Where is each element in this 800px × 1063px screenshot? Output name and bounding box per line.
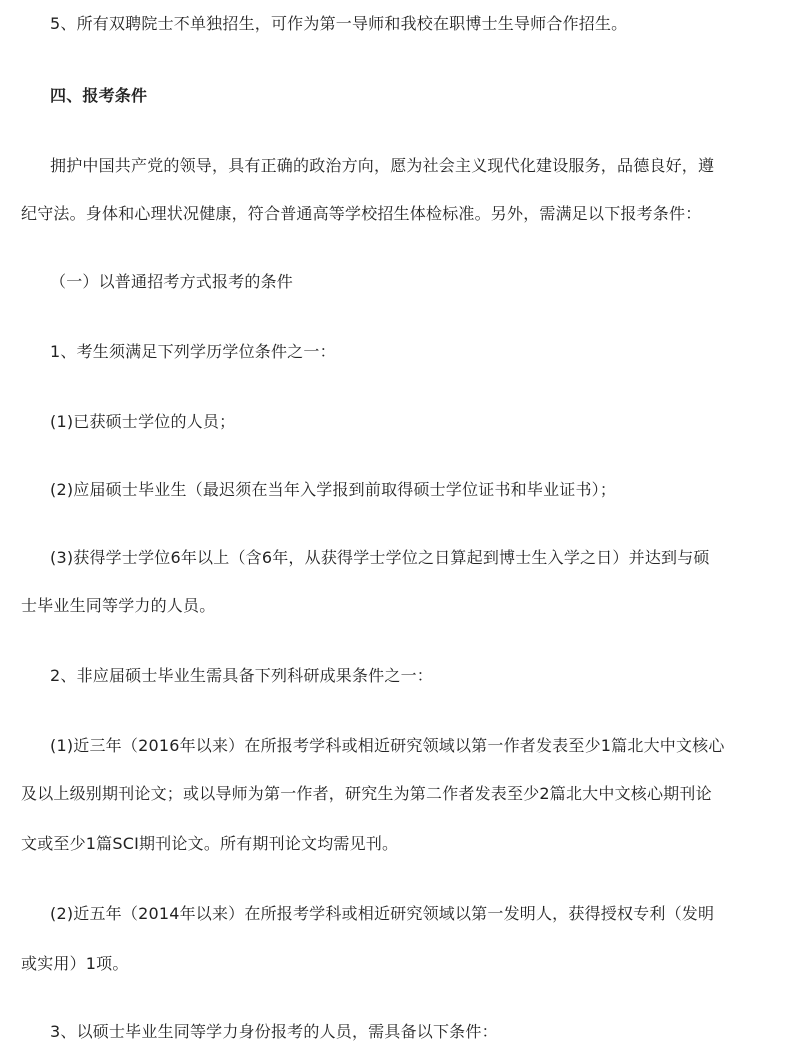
list-item-patent-line-2: 或实用）1项。: [21, 954, 129, 973]
paragraph-general-requirements-line-2: 纪守法。身体和心理状况健康，符合普通高等学校招生体检标准。另外，需满足以下报考条件：: [21, 204, 702, 223]
list-item-bachelor-equivalent-line-2: 士毕业生同等学力的人员。: [21, 596, 216, 615]
paragraph-degree-conditions: 1、考生须满足下列学历学位条件之一：: [50, 342, 336, 361]
list-item-masters-degree: (1)已获硕士学位的人员；: [50, 412, 236, 431]
paragraph-doctoral-academician: 5、所有双聘院士不单独招生，可作为第一导师和我校在职博士生导师合作招生。: [50, 14, 628, 33]
paragraph-research-conditions: 2、非应届硕士毕业生需具备下列科研成果条件之一：: [50, 666, 433, 685]
list-item-journal-papers-line-2: 及以上级别期刊论文；或以导师为第一作者，研究生为第二作者发表至少2篇北大中文核心期刊论: [21, 784, 712, 803]
list-item-fresh-masters-graduate: (2)应届硕士毕业生（最迟须在当年入学报到前取得硕士学位证书和毕业证书）；: [50, 480, 617, 499]
paragraph-general-requirements-line-1: 拥护中国共产党的领导，具有正确的政治方向，愿为社会主义现代化建设服务，品德良好，遵: [50, 156, 715, 175]
paragraph-equivalent-qualification: 3、以硕士毕业生同等学力身份报考的人员，需具备以下条件：: [50, 1022, 498, 1041]
section-heading-application-requirements: 四、报考条件: [50, 86, 148, 105]
list-item-bachelor-equivalent-line-1: (3)获得学士学位6年以上（含6年，从获得学士学位之日算起到博士生入学之日）并达到与硕: [50, 548, 710, 567]
subheading-ordinary-exam-conditions: （一）以普通招考方式报考的条件: [50, 272, 294, 291]
list-item-patent-line-1: (2)近五年（2014年以来）在所报考学科或相近研究领域以第一发明人，获得授权专利（发明: [50, 904, 715, 923]
list-item-journal-papers-line-1: (1)近三年（2016年以来）在所报考学科或相近研究领域以第一作者发表至少1篇北大中文核心: [50, 736, 725, 755]
list-item-journal-papers-line-3: 文或至少1篇SCI期刊论文。所有期刊论文均需见刊。: [21, 834, 399, 853]
